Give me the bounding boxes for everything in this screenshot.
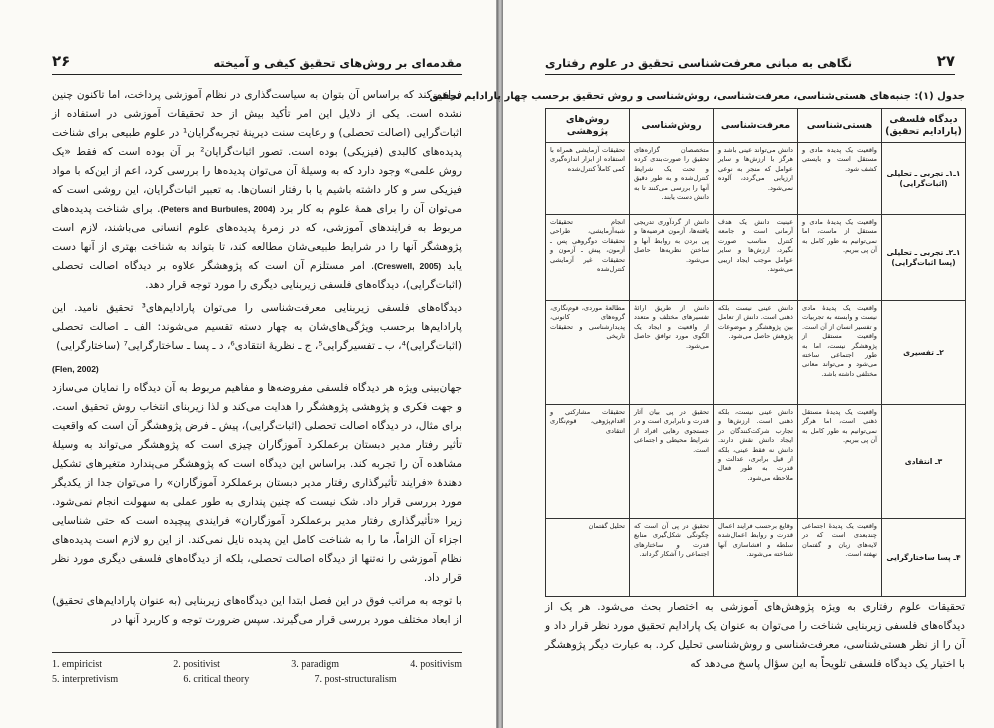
footnote-row [52,672,462,687]
table-row [546,405,966,519]
paragraph-text: با توجه به مراتب فوق در این فصل ابتدا این دیدگاه‌های زیربنایی (به عنوان پارادایم‌های تحقیق) از ابعاد مختلف مورد بررسی قرار می‌گیرند. سپس ضرورت توجه و کاربرد آنها در [52,595,462,626]
right-body-text: تحقیقات علوم رفتاری به ویژه پژوهش‌های آموزشی به اختصار بحث می‌شود. هر یک از دیدگاه‌های فلسفی زیربنایی شناخت را می‌توان به عنوان یک پارادایم تحقیق مورد نظر قرار داد و آن را از نظر هستی‌شناسی، معرفت‌شناسی و روش‌شناسی تحلیل کرد. به عبارت دیگر پژوهشگر با اختیار یک دیدگاه فلسفی تلویحاً به این سؤال پاسخ می‌دهد که [545,601,965,670]
citation: (Creswell, 2005) [374,261,442,271]
footnote: 4. positivism [410,659,462,670]
table-cell: واقعیت یک پدیدهٔ مادی نیست و وابسته به تجربیات و تفسیر انسان از آن است. واقعیت مستقل از پژوهشگر نیست، اما به طور اجتماعی ساخته می‌شود و می‌تواند معانی مختلفی داشته باشد. [798,301,882,405]
footnote: 6. critical theory [183,674,250,685]
right-page-header [545,47,955,75]
paragraph-text: جهان‌بینی ویژه هر دیدگاه فلسفی مفروضه‌ها و مفاهیم مربوط به آن دیدگاه را نمایان می‌سازد و جهت فکری و پژوهشی پژوهشگر را هدایت می‌کند و لذا زیربنای انتخاب روش تحقیق است. برای مثال، در دیدگاه اصالت تحصلی (اثبات‌گرایی)، پیش ـ فرض پژوهشگر آن است که واقعیت تأثیر رفتار مدیر دبستان برعملکرد آموزگاران چیزی است که پژوهشگر می‌تواند به وسیلهٔ مشاهده آن را تجربه کند. براساس این دیدگاه است که پژوهشگر می‌پندارد متغیرهای تشکیل دهندهٔ «فرایند تأثیرگذاری رفتار مدیر دبستان برعملکرد آموزگاران» را می‌توان جدا از یکدیگر مورد بررسی قرار داد. شک نیست که چنین پنداری به طور عملی به سهولت انجام نمی‌شود. زیرا «تأثیرگذاری رفتار مدیر برعملکرد آموزگاران» فرایندی پیچیده است که حتی شناسایی اجزاء آن الزاماً، ما را به شناخت کامل این پدیده نایل نمی‌کند. از این رو لازم است پدیده‌های نظام آموزشی را نه‌تنها از دیدگاه اصالت تحصلی، بلکه از دیدگاه‌های فلسفی دیگری مورد نظر قرار داد. [52,382,462,584]
table-cell: دانش از طریق ارائهٔ تفسیرهای مختلف و متعدد از واقعیت و ایجاد یک الگوی مورد توافق حاصل می‌شود. [630,301,714,405]
table-cell: وقایع برحسب فرایند اعمال قدرت و روابط اعمال‌شده سلطه و افشاسازی آنها شناخته می‌شوند. [714,519,798,597]
paragraph: فراهم کند که براساس آن بتوان به سیاست‌گذاری در نظام آموزشی پرداخت، اما تاکنون چنین نشده است. یکی از دلایل این امر تأکید بیش از حد تحقیقات آموزشی در استفاده از اثبات‌گرایی (اصالت تحصلی) و رعایت سنت دیرینهٔ تجربه‌گرایان¹ در علوم طبیعی برای شناخت پدیده‌های کالبدی (فیزیکی) بوده است. تصور اثبات‌گرایان² بر آن بوده است که فقط «یک روش علمی» وجود دارد که به وسیلهٔ آن می‌توان پدیده‌ها را بررسی کرد، اعم از این‌که با مواد فیزیکی سر و کار داشته باشیم یا با رفتار انسان‌ها. به تعبیر اثبات‌گرایان، این روشی است که می‌توان آن را برای همهٔ علوم به کار برد (Peters and Burbules, 2004). برای شناخت پدیده‌های مربوط به فرایندهای آموزشی، که در زمرهٔ پدیده‌های علوم انسانی می‌باشند، لازم است پژوهشگر آنها را در شرایط طبیعی‌شان مطالعه کند، تا بتواند به شناخت بهتری از آنها دست یابد (Creswell, 2005). امر مستلزم آن است که پژوهشگر علاوه بر دیدگاه اصالت تحصلی (اثبات‌گرایی)، دیدگاه‌های فلسفی زیربنایی دیگری را مورد توجه قرار دهد. [52,89,462,291]
table-cell: واقعیت یک پدیده مادی و مستقل است و بایستی کشف شود. [798,143,882,215]
table-cell: واقعیت یک پدیدهٔ اجتماعی چندبعدی است که در لایه‌های زبان و گفتمان نهفته است. [798,519,882,597]
right-page-number: ۲۷ [936,52,955,70]
table-cell: تحقیقات آزمایشی همراه با استفاده از ابزار اندازه‌گیری کمی کاملاً کنترل‌شده [546,143,630,215]
table-header-cell: دیدگاه فلسفی (پارادایم تحقیق) [882,109,966,143]
table-cell: واقعیت یک پدیدهٔ مستقل ذهنی است، اما هرگز نمی‌توانیم به طور کامل به آن پی ببریم. [798,405,882,519]
paragraph [52,299,462,356]
paradigm-table-wrapper [545,108,965,597]
table-header-cell: معرفت‌شناسی [714,109,798,143]
table-cell: دانش از گردآوری تدریجی یافته‌ها، آزمون فرضیه‌ها و پی بردن به روابط آنها و ساختن نظریه‌ها حاصل می‌شود. [630,215,714,301]
table-row-label: ۴ـ پسا ساختارگرایی [882,519,966,597]
footnote: 5. interpretivism [52,674,119,685]
table-cell: تحقیق در پی بیان آثار قدرت و نابرابری است و در جستجوی رهایی افراد از شرایط محیطی و اجتماعی است. [630,405,714,519]
footnote-row [52,657,462,672]
footnote: 3. paradigm [291,659,340,670]
table-row-label: ۲ـ تفسیری [882,301,966,405]
table-cell: مطالعهٔ موردی، قوم‌نگاری، گروه‌های کانونی، پدیدارشناسی و تحقیقات تاریخی [546,301,630,405]
left-running-title: مقدمه‌ای بر روش‌های تحقیق کیفی و آمیخته [213,56,462,70]
table-header-cell: روش‌شناسی [630,109,714,143]
table-caption: جدول (۱): جنبه‌های هستی‌شناسی، معرفت‌شناسی، روش‌شناسی و روش تحقیق برحسب چهار پارادایم تحقیق [429,91,965,102]
table-cell: متخصصان گزاره‌های تحقیق را صورت‌بندی کرده و تحت یک شرایط کنترل‌شده و به طور دقیق آنها را بررسی می‌کنند تا به دانش دست یابند. [630,143,714,215]
paragraph-text: دیدگاه‌های فلسفی زیربنایی معرفت‌شناسی را می‌توان پارادایم‌های³ تحقیق نامید. این پارادایم‌ها برحسب ویژگی‌های‌شان به چهار دسته تقسیم می‌شوند: الف ـ اصالت تحصلی (اثبات‌گرایی)⁴، ب ـ تفسیرگرایی⁵، ج ـ نظریهٔ انتقادی⁶، د ـ پسا ـ ساختارگرایی⁷ (ساختارگرایی) [52,302,462,352]
footnote: 7. post-structuralism [314,674,397,685]
table-row-label: ۱ـ۲ـ تجربی ـ تحلیلی (پسا اثبات‌گرایی) [882,215,966,301]
table-row [546,519,966,597]
table-row-label: ۱ـ۱ـ تجربی ـ تحلیلی (اثبات‌گرایی) [882,143,966,215]
table-row-label: ۳ـ انتقادی [882,405,966,519]
table-cell: دانش عینی نیست بلکه ذهنی است. دانش از تعامل بین پژوهشگر و موضوعات پژوهش حاصل می‌شود. [714,301,798,405]
paragraph-text: امر مستلزم آن است که پژوهشگر علاوه بر دیدگاه اصالت تحصلی (اثبات‌گرایی)، دیدگاه‌های فلسفی زیربنایی دیگری را مورد توجه قرار دهد. [52,260,462,291]
table-cell: تحقیق در پی آن است که چگونگی شکل‌گیری منابع قدرت و ساختارهای اجتماعی را آشکار گرداند. [630,519,714,597]
citation: (Flen, 2002) [52,364,99,374]
table-cell: دانش می‌تواند عینی باشد و هرگز با ارزش‌ها و سایر عوامل که منجر به نوعی ارزیابی می‌گردد، آلوده نمی‌شود. [714,143,798,215]
table-cell: انجام تحقیقات شبه‌آزمایشی، طراحی تحقیقات دوگروهی پس ـ آزمون، پیش ـ آزمون و تحقیقات غیر آزمایشی کنترل‌شده [546,215,630,301]
table-cell: تحقیقات مشارکتی و اقدام‌پژوهی، قوم‌نگاری انتقادی [546,405,630,519]
footnotes [52,652,462,687]
table-cell: عینیت دانش یک هدف آرمانی است و جامعه کنترل مناسب صورت نگیرد، ارزش‌ها و سایر عوامل موجب ایجاد اریبی می‌شوند. [714,215,798,301]
table-cell: تحلیل گفتمان [546,519,630,597]
footnote: 1. empiricist [52,659,102,670]
paragraph-text: فراهم کند که براساس آن بتوان به سیاست‌گذاری در نظام آموزشی پرداخت، اما تاکنون چنین نشده است. یکی از دلایل این امر تأکید بیش از حد تحقیقات آموزشی در استفاده از اثبات‌گرایی (اصالت تحصلی) و رعایت سنت دیرینهٔ تجربه‌گرایان¹ در علوم طبیعی برای شناخت پدیده‌های کالبدی (فیزیکی) بوده است. تصور اثبات‌گرایان² بر آن بوده است که فقط «یک روش علمی» وجود دارد که به وسیلهٔ آن می‌توان پدیده‌ها را بررسی کرد، اعم از این‌که با مواد فیزیکی سر و کار داشته باشیم یا با رفتار انسان‌ها. به تعبیر اثبات‌گرایان، این روشی است که می‌توان آن را برای همهٔ علوم به کار برد [52,89,462,215]
paragraph-text: برای شناخت پدیده‌های مربوط به فرایندهای آموزشی، که در زمرهٔ پدیده‌های علوم انسانی می‌باشند، لازم است پژوهشگر آنها را در شرایط طبیعی‌شان مطالعه کند، تا بتواند به شناخت بهتری از آنها دست یابد [52,203,462,272]
left-page-header [52,47,462,75]
paradigm-table [545,108,966,597]
table-header-row [546,109,966,143]
table-cell: دانش عینی نیست، بلکه ذهنی است. ارزش‌ها و تجارب شرکت‌کنندگان در ایجاد دانش نقش دارند. دانش نه فقط عینی، بلکه از قیل برابری، عدالت و قدرت به طور فعال ملاحظه می‌شود. [714,405,798,519]
left-body-text [52,86,462,634]
table-cell: واقعیت یک پدیدهٔ مادی و مستقل از ماست، اما نمی‌توانیم به طور کامل به آن پی ببریم. [798,215,882,301]
table-row [546,215,966,301]
table-header-cell: روش‌های پژوهشی [546,109,630,143]
citation: (Peters and Burbules, 2004) [160,204,276,214]
footnote: 2. positivist [173,659,220,670]
paragraph [52,379,462,588]
left-page-number: ۲۶ [52,52,71,70]
right-running-title: نگاهی به مبانی معرفت‌شناسی تحقیق در علوم رفتاری [545,56,853,70]
paragraph [52,592,462,630]
table-header-cell: هستی‌شناسی [798,109,882,143]
table-row [546,301,966,405]
table-row [546,143,966,215]
